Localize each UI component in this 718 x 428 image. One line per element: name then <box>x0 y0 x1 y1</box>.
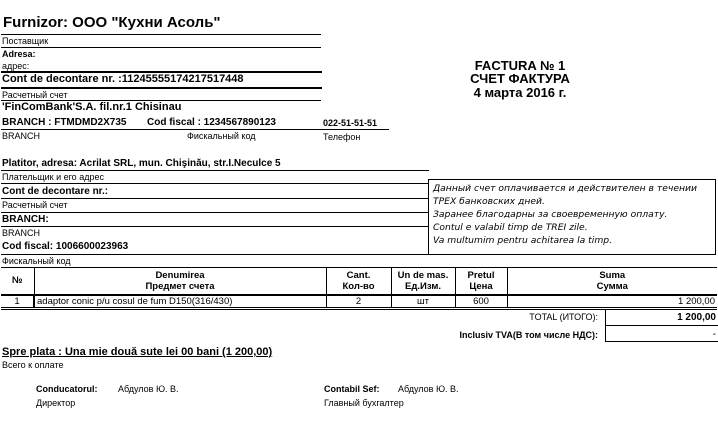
accountant-label: Contabil Sef: <box>324 384 380 394</box>
header-qty-ru: Кол-во <box>342 280 375 292</box>
header-unit-ro: Un de mas. <box>397 269 449 281</box>
supplier-bank: 'FinComBank'S.A. fil.nr.1 Chisinau <box>2 101 182 113</box>
header-unit-ru: Ед.Изм. <box>405 280 441 292</box>
header-sum-ro: Suma <box>599 269 626 281</box>
divider <box>1 212 429 213</box>
supplier-address-label-ru: адрес: <box>2 61 30 71</box>
note-line: Contul e valabil timp de TREI zile. <box>433 222 588 233</box>
row-price: 600 <box>455 295 507 308</box>
row-name: adaptor conic p/u cosul de fum D150(316/430) <box>34 295 326 308</box>
header-name-ru: Предмет счета <box>145 280 215 292</box>
row-unit: шт <box>391 295 455 308</box>
items-table <box>1 267 717 308</box>
buyer-name-label: Плательщик и его адрес <box>2 172 104 182</box>
divider <box>1 129 389 130</box>
buyer-name: Platitor, adresa: Acrilat SRL, mun. Chişinău, str.I.Neculce 5 <box>2 158 281 169</box>
divider <box>1 47 321 48</box>
supplier-name-label: Поставщик <box>2 36 49 46</box>
buyer-branch-label: BRANCH <box>2 228 41 238</box>
divider <box>1 170 429 171</box>
header-name-ro: Denumirea <box>155 269 205 281</box>
header-price-ro: Pretul <box>467 269 495 281</box>
divider <box>1 254 429 255</box>
table-row <box>1 295 717 308</box>
row-qty: 2 <box>326 295 391 308</box>
note-line: Va multumim pentru achitarea la timp. <box>433 235 613 246</box>
divider <box>1 34 321 35</box>
invoice-title-ru: СЧЕТ ФАКТУРА <box>470 71 570 86</box>
director-name: Абдулов Ю. В. <box>118 384 179 394</box>
buyer-fiscal: Cod fiscal: 1006600023963 <box>2 241 129 252</box>
supplier-branch: BRANCH : FTMDMD2X735 <box>2 117 127 128</box>
vat-label: Inclusiv TVA(В том числе НДС): <box>459 330 598 340</box>
supplier-phone-label: Телефон <box>323 132 361 142</box>
header-qty-ro: Cant. <box>346 269 371 281</box>
supplier-name: Furnizor: ООО "Кухни Асоль" <box>3 14 221 31</box>
buyer-account-label: Расчетный счет <box>2 200 68 210</box>
header-sum <box>507 268 717 295</box>
supplier-account-label: Расчетный счет <box>2 90 68 100</box>
divider <box>1 198 429 199</box>
note-line: ТРЕХ банковских дней. <box>433 196 545 207</box>
divider <box>1 183 429 184</box>
supplier-phone: 022-51-51-51 <box>323 118 378 128</box>
row-sum: 1 200,00 <box>507 295 717 308</box>
row-num: 1 <box>1 295 34 308</box>
director-label: Conducatorul: <box>36 384 98 394</box>
accountant-name: Абдулов Ю. В. <box>398 384 459 394</box>
note-line: Заранее благодарны за своевременную оплату. <box>433 209 668 220</box>
supplier-address-label: Adresa: <box>2 49 36 59</box>
payment-words: Spre plata : Una mie două sute lei 00 bani (1 200,00) <box>2 346 273 358</box>
buyer-branch: BRANCH: <box>2 214 49 225</box>
supplier-account: Cont de decontare nr. :11245555174217517448 <box>2 73 244 85</box>
supplier-fiscal: Cod fiscal : 1234567890123 <box>147 117 276 128</box>
supplier-branch-label: BRANCH <box>2 131 41 141</box>
director-title: Директор <box>36 398 76 408</box>
buyer-fiscal-label: Фискальный код <box>2 256 71 266</box>
accountant-title: Главный бухгалтер <box>324 398 404 408</box>
total-value: 1 200,00 <box>677 312 716 323</box>
header-name <box>34 268 326 295</box>
invoice-title: FACTURA № 1 <box>474 58 566 73</box>
validity-note <box>428 179 716 255</box>
header-qty <box>326 268 391 295</box>
table-header-row <box>1 268 717 295</box>
header-sum-ru: Сумма <box>596 280 628 292</box>
supplier-fiscal-label: Фискальный код <box>187 131 256 141</box>
vat-value: - <box>712 329 716 340</box>
header-unit <box>391 268 455 295</box>
divider <box>1 226 429 227</box>
header-price-ru: Цена <box>469 280 493 292</box>
header-num: № <box>1 268 34 295</box>
invoice-date: 4 марта 2016 г. <box>473 85 567 100</box>
buyer-account: Cont de decontare nr.: <box>2 186 109 197</box>
header-price <box>455 268 507 295</box>
note-line: Данный счет оплачивается и действителен в течении <box>433 183 697 194</box>
divider <box>1 87 322 89</box>
payment-words-label: Всего к оплате <box>2 360 64 370</box>
total-label: TOTAL (ИТОГО): <box>529 312 598 322</box>
